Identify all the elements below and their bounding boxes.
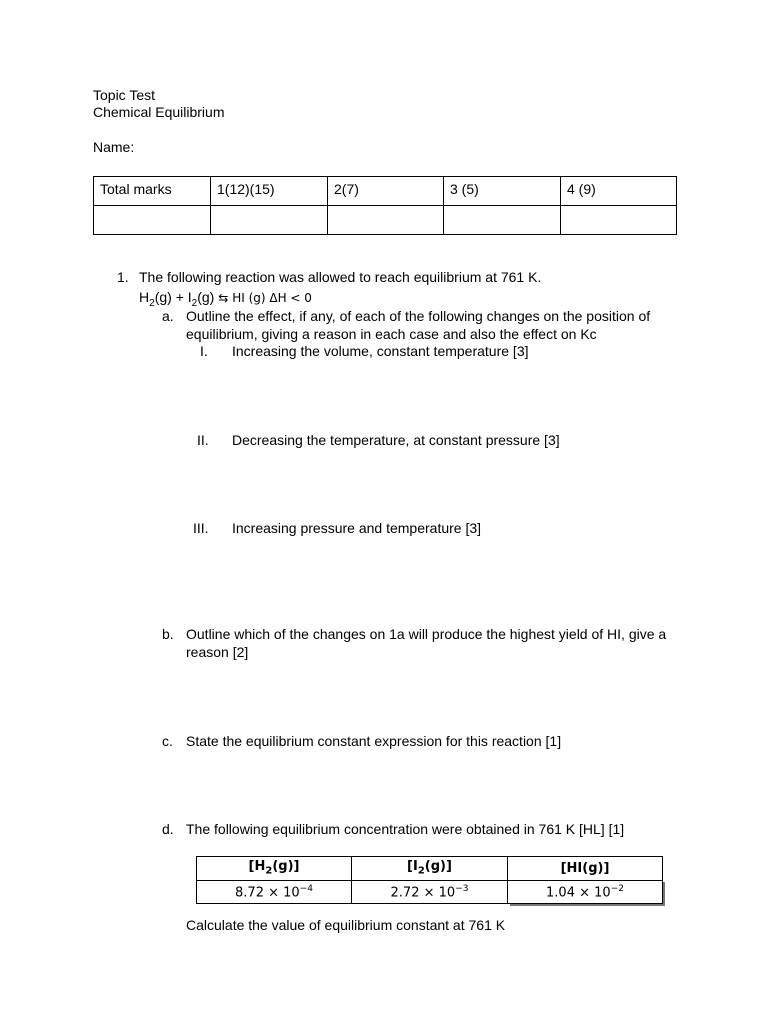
q1c-text: State the equilibrium constant expression for this reaction [1] [186,733,562,749]
concentration-header-h2 [197,857,352,881]
name-label: Name: [93,139,135,155]
eq-i-sub: 2 [191,297,198,309]
eq-h-sub: 2 [149,297,155,309]
i2-exponent: −3 [455,883,469,894]
i2-post: (g)] [424,859,452,875]
h2-exponent: −4 [299,883,313,894]
concentration-header-i2 [352,857,508,881]
hi-exponent: −2 [610,883,624,894]
marks-score-cell [561,206,677,235]
q1a-item-text: Increasing the volume, constant temperature [3] [232,343,529,359]
q1d-text: The following equilibrium concentration were obtained in 761 K [HL] [1] [186,821,625,837]
marks-header-cell: 1(12)(15) [211,177,328,206]
marks-score-cell [328,206,444,235]
q1c-letter: c. [162,733,173,749]
marks-header-cell: 2(7) [328,177,444,206]
q1-text: The following reaction was allowed to reach equilibrium at 761 K. [139,269,542,285]
q1a-item-text: Increasing pressure and temperature [3] [232,520,482,536]
concentration-value-h2 [197,880,352,904]
q1d-letter: d. [162,821,174,837]
eq-h-state: (g) + I [154,289,192,305]
q1-number: 1. [117,269,129,285]
q1b-letter: b. [162,626,174,642]
q1a-item-num: III. [193,520,209,536]
marks-score-cell [444,206,561,235]
i2-sub: 2 [417,866,425,878]
eq-i-state: (g) [197,289,215,305]
concentration-header-hi [508,857,663,881]
q1b-line1: Outline which of the changes on 1a will produce the highest yield of HI, give a [186,626,667,642]
h2-post: (g)] [272,859,300,875]
h2-mantissa: 8.72 × 10 [235,884,300,900]
i2-pre: [I [407,859,418,875]
marks-header-row [94,177,677,206]
eq-rest: HI (g) ΔH < 0 [232,291,312,305]
marks-score-cell [94,206,211,235]
concentration-table [196,856,663,904]
marks-header-cell: 3 (5) [444,177,561,206]
hi-pre: [HI(g)] [560,860,610,876]
test-title: Topic Test [93,87,155,103]
concentration-header-row [197,857,663,881]
marks-score-row [94,206,677,235]
q1a-line2: equilibrium, giving a reason in each case and also the effect on Kc [186,326,597,342]
q1a-line1: Outline the effect, if any, of each of the following changes on the position of [186,308,651,324]
i2-mantissa: 2.72 × 10 [390,884,456,900]
concentration-value-i2 [352,880,508,904]
equilibrium-arrow-icon: ⇆ [218,291,229,305]
marks-header-cell: 4 (9) [561,177,677,206]
h2-sub: 2 [265,866,273,878]
q1a-item-num: II. [197,432,209,448]
concentration-value-row [197,880,663,904]
marks-header-cell: Total marks [94,177,211,206]
concentration-value-hi [508,880,663,904]
q1a-item-text: Decreasing the temperature, at constant pressure [3] [232,432,560,448]
q1a-item-num: I. [200,343,208,359]
marks-score-cell [211,206,328,235]
test-subtitle: Chemical Equilibrium [93,104,225,120]
q1b-line2: reason [2] [186,644,249,660]
q1a-letter: a. [162,308,174,324]
q1d-calc: Calculate the value of equilibrium constant at 761 K [186,917,506,933]
eq-h: H [139,289,150,305]
marks-table [93,176,677,235]
h2-pre: [H [248,859,266,875]
hi-mantissa: 1.04 × 10 [546,884,611,900]
